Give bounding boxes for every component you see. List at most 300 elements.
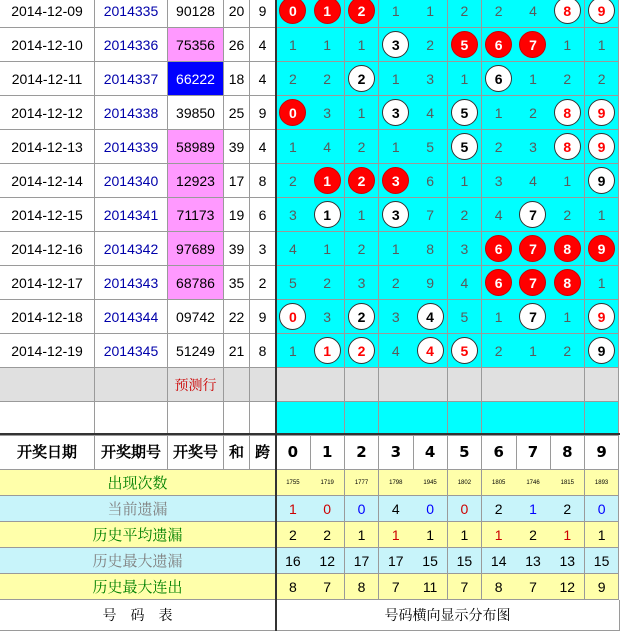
stat-value: 1802: [448, 470, 483, 496]
empty-period: [95, 402, 168, 436]
dist-cell: [482, 0, 517, 28]
dist-cell: [448, 130, 483, 164]
omission-count: 1: [460, 70, 469, 87]
stat-value: 13: [516, 548, 551, 574]
draw-sum: 17: [224, 164, 250, 198]
header-digit: 0: [276, 434, 311, 470]
stat-value: 1719: [310, 470, 345, 496]
dist-cell: [379, 232, 414, 266]
stat-value: 0: [345, 496, 380, 522]
digit-ball: 4: [417, 303, 444, 330]
stat-value: 17: [379, 548, 414, 574]
digit-ball: 8: [554, 133, 581, 160]
omission-count: 3: [529, 138, 537, 155]
draw-period: 2014335: [95, 0, 168, 28]
digit-ball: 3: [382, 201, 409, 228]
stat-value: 7: [310, 574, 345, 600]
footer-right: 号码横向显示分布图: [276, 600, 620, 631]
dist-cell: [585, 232, 620, 266]
omission-count: 1: [391, 70, 400, 87]
draw-number: 75356: [168, 28, 224, 62]
dist-cell: [379, 266, 414, 300]
dist-cell: [448, 300, 483, 334]
predict-cell: [516, 368, 551, 402]
dist-cell: [310, 164, 345, 198]
omission-count: 3: [391, 308, 400, 325]
dist-cell: [448, 334, 483, 368]
omission-count: 1: [391, 138, 400, 155]
draw-period: 2014345: [95, 334, 168, 368]
omission-count: 1: [391, 2, 400, 19]
dist-cell: [550, 0, 585, 28]
draw-sum: 20: [224, 0, 250, 28]
digit-ball: 1: [314, 201, 341, 228]
digit-ball: 2: [348, 303, 375, 330]
draw-period: 2014343: [95, 266, 168, 300]
omission-count: 1: [563, 36, 572, 53]
digit-ball: 5: [451, 99, 478, 126]
draw-date: 2014-12-18: [0, 300, 95, 334]
dist-cell: [379, 62, 414, 96]
omission-count: 1: [529, 70, 537, 87]
dist-cell: [550, 164, 585, 198]
draw-span: 4: [250, 28, 276, 62]
dist-cell: [448, 232, 483, 266]
header-date: 开奖日期: [0, 434, 95, 470]
header-period: 开奖期号: [95, 434, 168, 470]
dist-cell: [448, 266, 483, 300]
stat-value: 1777: [345, 470, 380, 496]
predict-sum: [224, 368, 250, 402]
omission-count: 1: [597, 206, 606, 223]
digit-ball: 9: [588, 99, 615, 126]
digit-ball: 7: [519, 235, 546, 262]
draw-number: 58989: [168, 130, 224, 164]
stat-value: 13: [550, 548, 585, 574]
header-digit: 6: [482, 434, 517, 470]
dist-cell: [585, 28, 620, 62]
stat-value: 17: [345, 548, 380, 574]
digit-ball: 6: [485, 269, 512, 296]
header-digit: 2: [345, 434, 380, 470]
dist-cell: [276, 164, 311, 198]
dist-cell: [482, 62, 517, 96]
stat-value: 1798: [379, 470, 414, 496]
draw-period: 2014344: [95, 300, 168, 334]
dist-cell: [482, 300, 517, 334]
predict-cell: [585, 368, 620, 402]
omission-count: 1: [357, 206, 366, 223]
omission-count: 1: [391, 240, 400, 257]
digit-ball: 2: [348, 167, 375, 194]
dist-cell: [448, 96, 483, 130]
dist-cell: [345, 0, 380, 28]
omission-count: 1: [597, 36, 606, 53]
draw-date: 2014-12-19: [0, 334, 95, 368]
omission-count: 4: [529, 2, 537, 19]
omission-count: 1: [323, 36, 332, 53]
empty-dist-cell: [448, 402, 483, 436]
digit-ball: 7: [519, 269, 546, 296]
omission-count: 2: [426, 36, 434, 53]
draw-span: 9: [250, 300, 276, 334]
omission-count: 2: [563, 70, 572, 87]
dist-cell: [310, 232, 345, 266]
dist-cell: [585, 96, 620, 130]
dist-cell: [345, 266, 380, 300]
predict-cell: [276, 368, 311, 402]
dist-cell: [585, 334, 620, 368]
digit-ball: 0: [279, 0, 306, 24]
omission-count: 2: [529, 104, 537, 121]
dist-cell: [516, 96, 551, 130]
stat-value: 1: [550, 522, 585, 548]
omission-count: 1: [289, 138, 297, 155]
draw-date: 2014-12-14: [0, 164, 95, 198]
empty-number: [168, 402, 224, 436]
dist-cell: [550, 300, 585, 334]
dist-cell: [413, 164, 448, 198]
omission-count: 2: [289, 70, 297, 87]
header-digit: 8: [550, 434, 585, 470]
draw-period: 2014337: [95, 62, 168, 96]
stat-value: 14: [482, 548, 517, 574]
stat-value: 11: [413, 574, 448, 600]
dist-cell: [516, 266, 551, 300]
dist-cell: [550, 130, 585, 164]
stat-value: 0: [585, 496, 620, 522]
dist-cell: [482, 334, 517, 368]
dist-cell: [448, 28, 483, 62]
dist-cell: [379, 0, 414, 28]
dist-cell: [516, 334, 551, 368]
draw-date: 2014-12-10: [0, 28, 95, 62]
stat-value: 8: [482, 574, 517, 600]
stat-value: 15: [413, 548, 448, 574]
dist-cell: [310, 266, 345, 300]
dist-cell: [550, 266, 585, 300]
draw-span: 8: [250, 334, 276, 368]
predict-date: [0, 368, 95, 402]
digit-ball: 7: [519, 303, 546, 330]
header-digit: 9: [585, 434, 620, 470]
dist-cell: [413, 198, 448, 232]
empty-date: [0, 402, 95, 436]
draw-number: 68786: [168, 266, 224, 300]
digit-ball: 8: [554, 99, 581, 126]
dist-cell: [413, 300, 448, 334]
digit-ball: 0: [279, 303, 306, 330]
stat-value: 1: [516, 496, 551, 522]
draw-sum: 35: [224, 266, 250, 300]
dist-cell: [379, 130, 414, 164]
draw-number: 51249: [168, 334, 224, 368]
omission-count: 3: [494, 172, 503, 189]
dist-cell: [276, 62, 311, 96]
digit-ball: 9: [588, 303, 615, 330]
stat-value: 2: [516, 522, 551, 548]
empty-dist-cell: [310, 402, 345, 436]
draw-sum: 39: [224, 130, 250, 164]
stat-value: 4: [379, 496, 414, 522]
draw-sum: 25: [224, 96, 250, 130]
stat-value: 1815: [550, 470, 585, 496]
omission-count: 2: [563, 342, 572, 359]
omission-count: 3: [289, 206, 297, 223]
empty-dist-cell: [585, 402, 620, 436]
stat-value: 1805: [482, 470, 517, 496]
stat-value: 1755: [276, 470, 311, 496]
dist-cell: [345, 198, 380, 232]
digit-ball: 6: [485, 65, 512, 92]
dist-cell: [516, 232, 551, 266]
dist-cell: [482, 96, 517, 130]
header-divider: [0, 433, 620, 435]
digit-ball: 1: [314, 167, 341, 194]
dist-cell: [379, 300, 414, 334]
omission-count: 8: [426, 240, 434, 257]
dist-cell: [379, 198, 414, 232]
digit-ball: 6: [485, 31, 512, 58]
dist-cell: [516, 28, 551, 62]
stat-value: 1: [413, 522, 448, 548]
draw-span: 9: [250, 0, 276, 28]
stat-value: 1: [448, 522, 483, 548]
draw-number: 71173: [168, 198, 224, 232]
stat-label: 历史最大遗漏: [0, 548, 276, 574]
digit-ball: 8: [554, 0, 581, 24]
draw-date: 2014-12-11: [0, 62, 95, 96]
digit-ball: 5: [451, 31, 478, 58]
draw-period: 2014338: [95, 96, 168, 130]
digit-ball: 9: [588, 133, 615, 160]
draw-period: 2014341: [95, 198, 168, 232]
dist-cell: [585, 266, 620, 300]
dist-cell: [413, 28, 448, 62]
digit-ball: 7: [519, 31, 546, 58]
empty-dist-cell: [516, 402, 551, 436]
predict-label: 预测行: [168, 368, 224, 402]
stat-value: 2: [550, 496, 585, 522]
digit-ball: 9: [588, 167, 615, 194]
omission-count: 1: [426, 2, 434, 19]
dist-cell: [516, 198, 551, 232]
draw-number: 09742: [168, 300, 224, 334]
stat-value: 0: [310, 496, 345, 522]
dist-cell: [448, 198, 483, 232]
omission-count: 4: [323, 138, 332, 155]
predict-cell: [310, 368, 345, 402]
dist-cell: [310, 96, 345, 130]
digit-ball: 8: [554, 269, 581, 296]
draw-sum: 18: [224, 62, 250, 96]
dist-cell: [276, 300, 311, 334]
draw-date: 2014-12-16: [0, 232, 95, 266]
omission-count: 1: [563, 308, 572, 325]
empty-sum: [224, 402, 250, 436]
omission-count: 2: [357, 138, 366, 155]
draw-period: 2014340: [95, 164, 168, 198]
digit-ball: 5: [451, 337, 478, 364]
omission-count: 2: [597, 70, 606, 87]
omission-count: 1: [323, 240, 332, 257]
dist-cell: [413, 62, 448, 96]
omission-count: 1: [597, 274, 606, 291]
dist-cell: [413, 266, 448, 300]
omission-count: 1: [289, 36, 297, 53]
draw-span: 2: [250, 266, 276, 300]
stat-value: 0: [413, 496, 448, 522]
dist-cell: [550, 198, 585, 232]
draw-date: 2014-12-17: [0, 266, 95, 300]
empty-dist-cell: [345, 402, 380, 436]
omission-count: 1: [357, 36, 366, 53]
dist-cell: [413, 130, 448, 164]
omission-count: 1: [494, 104, 503, 121]
dist-cell: [345, 130, 380, 164]
stat-value: 8: [345, 574, 380, 600]
header-digit: 1: [310, 434, 345, 470]
dist-cell: [345, 300, 380, 334]
draw-sum: 22: [224, 300, 250, 334]
omission-count: 4: [460, 274, 469, 291]
digit-ball: 5: [451, 133, 478, 160]
dist-cell: [448, 62, 483, 96]
draw-number: 66222: [168, 62, 224, 96]
draw-date: 2014-12-12: [0, 96, 95, 130]
digit-ball: 8: [554, 235, 581, 262]
dist-cell: [345, 28, 380, 62]
header-sum: 和: [224, 434, 250, 470]
digit-ball: 9: [588, 337, 615, 364]
stat-label: 历史最大连出: [0, 574, 276, 600]
digit-ball: 3: [382, 167, 409, 194]
omission-count: 3: [357, 274, 366, 291]
omission-count: 4: [529, 172, 537, 189]
dist-cell: [516, 164, 551, 198]
dist-cell: [482, 232, 517, 266]
omission-count: 3: [426, 70, 434, 87]
dist-cell: [276, 28, 311, 62]
dist-cell: [516, 62, 551, 96]
digit-ball: 3: [382, 31, 409, 58]
dist-cell: [585, 0, 620, 28]
dist-cell: [310, 0, 345, 28]
stat-label: 出现次数: [0, 470, 276, 496]
dist-cell: [482, 164, 517, 198]
digit-ball: 2: [348, 337, 375, 364]
draw-span: 3: [250, 232, 276, 266]
predict-cell: [482, 368, 517, 402]
digit-ball: 9: [588, 0, 615, 24]
dist-cell: [482, 266, 517, 300]
dist-cell: [413, 0, 448, 28]
predict-cell: [448, 368, 483, 402]
dist-cell: [550, 28, 585, 62]
draw-period: 2014342: [95, 232, 168, 266]
omission-count: 5: [460, 308, 469, 325]
dist-cell: [310, 334, 345, 368]
digit-ball: 2: [348, 65, 375, 92]
draw-span: 8: [250, 164, 276, 198]
omission-count: 3: [323, 308, 332, 325]
stat-value: 1945: [413, 470, 448, 496]
header-digit: 4: [413, 434, 448, 470]
predict-cell: [413, 368, 448, 402]
dist-cell: [585, 198, 620, 232]
dist-cell: [482, 198, 517, 232]
predict-period: [95, 368, 168, 402]
omission-count: 4: [426, 104, 434, 121]
dist-cell: [310, 62, 345, 96]
dist-cell: [276, 96, 311, 130]
draw-span: 4: [250, 62, 276, 96]
stat-value: 2: [310, 522, 345, 548]
header-digit: 3: [379, 434, 414, 470]
omission-count: 7: [426, 206, 434, 223]
draw-number: 97689: [168, 232, 224, 266]
omission-count: 2: [494, 138, 503, 155]
draw-sum: 19: [224, 198, 250, 232]
omission-count: 2: [289, 172, 297, 189]
dist-cell: [310, 198, 345, 232]
dist-cell: [345, 232, 380, 266]
dist-cell: [310, 130, 345, 164]
draw-span: 9: [250, 96, 276, 130]
omission-count: 4: [391, 342, 400, 359]
omission-count: 1: [357, 104, 366, 121]
omission-count: 2: [460, 206, 469, 223]
omission-count: 2: [460, 2, 469, 19]
digit-ball: 7: [519, 201, 546, 228]
draw-date: 2014-12-09: [0, 0, 95, 28]
stat-value: 7: [448, 574, 483, 600]
omission-count: 2: [357, 240, 366, 257]
omission-count: 4: [494, 206, 503, 223]
dist-cell: [345, 96, 380, 130]
dist-cell: [413, 334, 448, 368]
dist-cell: [550, 232, 585, 266]
predict-cell: [345, 368, 380, 402]
digit-ball: 2: [348, 0, 375, 24]
omission-count: 4: [289, 240, 297, 257]
draw-number: 39850: [168, 96, 224, 130]
draw-date: 2014-12-13: [0, 130, 95, 164]
stat-value: 8: [276, 574, 311, 600]
stat-value: 0: [448, 496, 483, 522]
dist-cell: [413, 232, 448, 266]
stat-value: 2: [482, 496, 517, 522]
empty-dist-cell: [379, 402, 414, 436]
omission-count: 3: [323, 104, 332, 121]
digit-ball: 1: [314, 0, 341, 24]
stat-label: 历史平均遗漏: [0, 522, 276, 548]
dist-cell: [516, 0, 551, 28]
draw-sum: 39: [224, 232, 250, 266]
draw-number: 90128: [168, 0, 224, 28]
draw-sum: 26: [224, 28, 250, 62]
stat-value: 7: [516, 574, 551, 600]
dist-cell: [276, 232, 311, 266]
dist-cell: [276, 198, 311, 232]
stat-value: 2: [276, 522, 311, 548]
dist-cell: [550, 96, 585, 130]
dist-cell: [448, 164, 483, 198]
omission-count: 9: [426, 274, 434, 291]
header-digit: 7: [516, 434, 551, 470]
empty-span: [250, 402, 276, 436]
omission-count: 2: [494, 2, 503, 19]
